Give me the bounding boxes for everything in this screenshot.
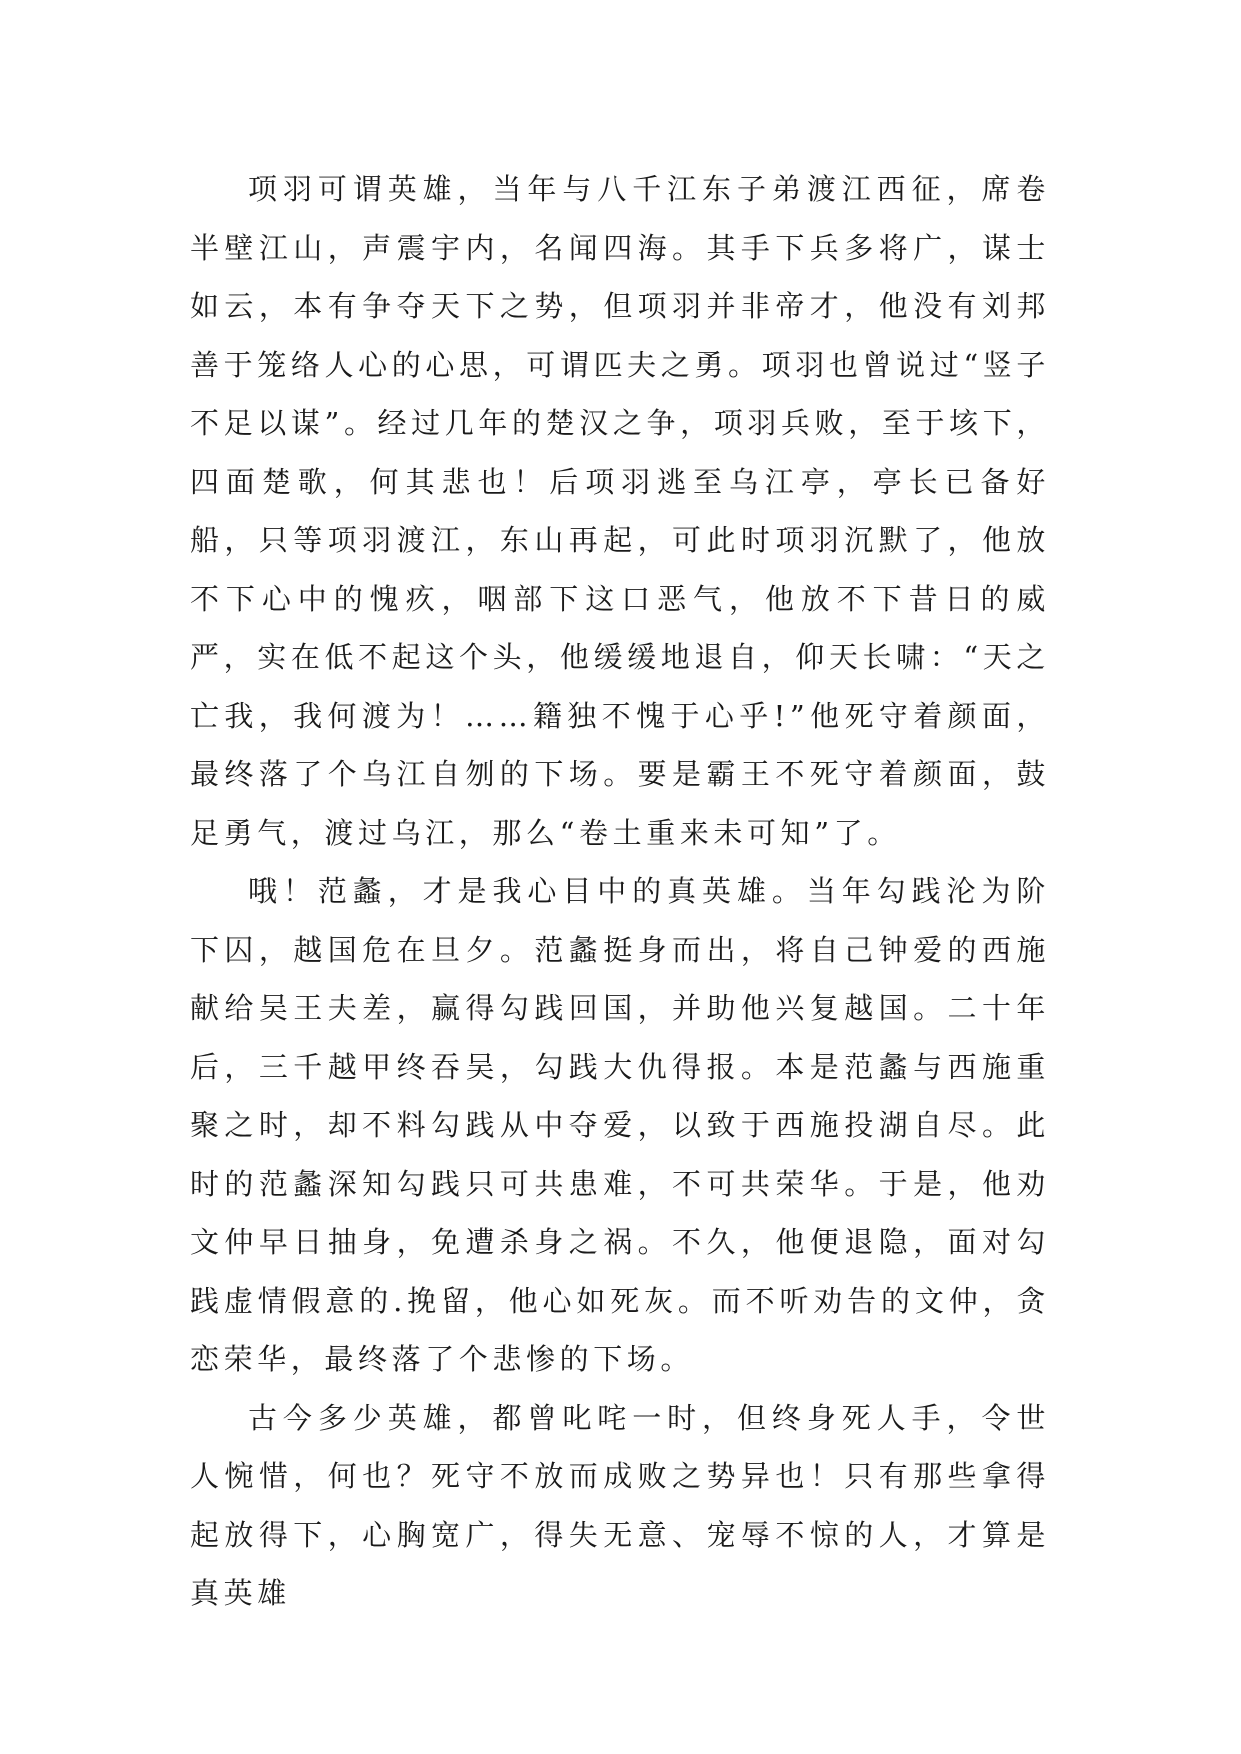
paragraph-conclusion: 古今多少英雄，都曾叱咤一时，但终身死人手，令世人惋惜，何也？死守不放而成败之势异也！只有那些拿得起放得下，心胸宽广，得失无意、宠辱不惊的人，才算是真英雄: [190, 1400, 1050, 1610]
document-body: [190, 160, 1050, 1623]
paragraph-fan-li: 哦！范蠡，才是我心目中的真英雄。当年勾践沦为阶下囚，越国危在旦夕。范蠡挺身而出，将自己钟爱的西施献给吴王夫差，赢得勾践回国，并助他兴复越国。二十年后，三千越甲终吞吴，勾践大仇得报。本是范蠡与西施重聚之时，却不料勾践从中夺爱，以致于西施投湖自尽。此时的范蠡深知勾践只可共患难，不可共荣华。于是，他劝文仲早日抽身，免遭杀身之祸。不久，他便退隐，面对勾践虚情假意的.挽留，他心如死灰。而不听劝告的文仲，贪恋荣华，最终落了个悲惨的下场。: [190, 874, 1050, 1376]
paragraph-xiang-yu: 项羽可谓英雄，当年与八千江东子弟渡江西征，席卷半壁江山，声震宇内，名闻四海。其手下兵多将广，谋士如云，本有争夺天下之势，但项羽并非帝才，他没有刘邦善于笼络人心的心思，可谓匹夫之勇。项羽也曾说过“竖子不足以谋”。经过几年的楚汉之争，项羽兵败，至于垓下，四面楚歌，何其悲也！后项羽逃至乌江亭，亭长已备好船，只等项羽渡江，东山再起，可此时项羽沉默了，他放不下心中的愧疚，咽部下这口恶气，他放不下昔日的威严，实在低不起这个头，他缓缓地退自，仰天长啸：“天之亡我，我何渡为！……籍独不愧于心乎!”他死守着颜面，最终落了个乌江自刎的下场。要是霸王不死守着颜面，鼓足勇气，渡过乌江，那么“卷土重来未可知”了。: [190, 172, 1050, 850]
